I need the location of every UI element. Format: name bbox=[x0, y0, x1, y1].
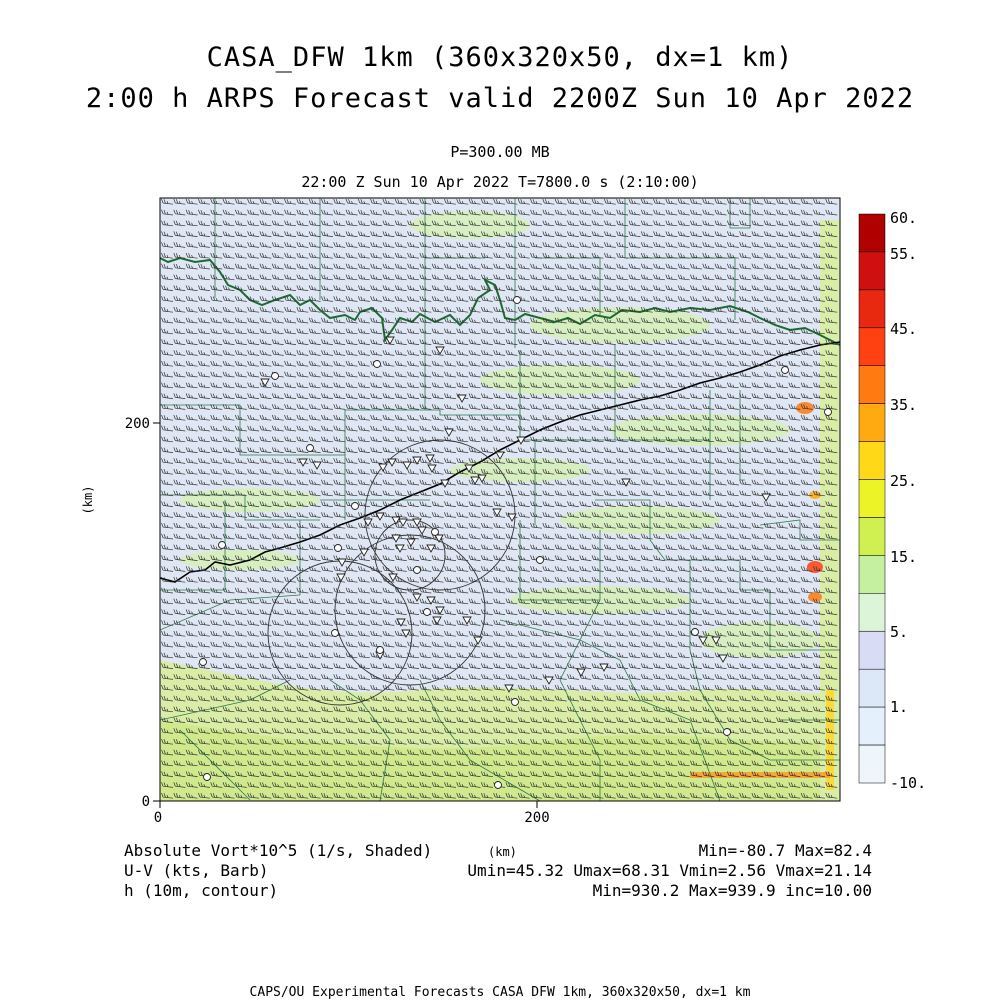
colorbar-label-45: 45. bbox=[890, 320, 918, 338]
station-circle bbox=[204, 774, 211, 781]
colorbar-label-60: 60. bbox=[890, 209, 918, 227]
colorbar-swatch bbox=[859, 518, 885, 556]
colorbar-label-25: 25. bbox=[890, 472, 918, 490]
y-axis-label: (km) bbox=[81, 485, 95, 515]
station-circle bbox=[374, 361, 381, 368]
chart-title-line2: 2:00 h ARPS Forecast valid 2200Z Sun 10 Apr 2022 bbox=[85, 83, 915, 114]
colorbar-swatch bbox=[859, 404, 885, 442]
station-circle bbox=[377, 647, 384, 654]
colorbar-labels bbox=[890, 209, 926, 792]
x-axis-label: (km) bbox=[488, 845, 517, 859]
station-circle bbox=[495, 782, 502, 789]
colorbar-swatch bbox=[859, 555, 885, 593]
stats-height: Min=930.2 Max=939.9 inc=10.00 bbox=[592, 881, 872, 900]
colorbar-swatch bbox=[859, 442, 885, 480]
station-circle bbox=[272, 373, 279, 380]
y-tick-200: 200 bbox=[124, 416, 150, 432]
colorbar-swatch bbox=[859, 480, 885, 518]
legend-height: h (10m, contour) bbox=[124, 881, 279, 900]
stats-vorticity: Min=-80.7 Max=82.4 bbox=[698, 841, 872, 860]
colorbar-swatch bbox=[859, 214, 885, 252]
station-circle bbox=[782, 367, 789, 374]
station-circle bbox=[200, 659, 207, 666]
colorbar-swatch bbox=[859, 593, 885, 631]
footer-credit: CAPS/OU Experimental Forecasts CASA DFW 1km, 360x320x50, dx=1 km bbox=[249, 985, 751, 1000]
x-tick-200: 200 bbox=[524, 810, 550, 826]
colorbar-label-5: 5. bbox=[890, 623, 909, 641]
station-circle bbox=[424, 609, 431, 616]
colorbar-swatch bbox=[859, 328, 885, 366]
valid-time: 22:00 Z Sun 10 Apr 2022 T=7800.0 s (2:10:00) bbox=[301, 173, 699, 191]
colorbar-swatch bbox=[859, 745, 885, 783]
station-circle bbox=[335, 545, 342, 552]
stats-wind: Umin=45.32 Umax=68.31 Vmin=2.56 Vmax=21.14 bbox=[467, 861, 872, 880]
station-circle bbox=[352, 503, 359, 510]
legend-wind: U-V (kts, Barb) bbox=[124, 861, 269, 880]
x-tick-0: 0 bbox=[153, 810, 163, 826]
station-circle bbox=[307, 445, 314, 452]
station-circle bbox=[724, 729, 731, 736]
station-circle bbox=[825, 409, 832, 416]
colorbar bbox=[859, 214, 885, 783]
station-circle bbox=[537, 557, 544, 564]
colorbar-swatch bbox=[859, 707, 885, 745]
station-circle bbox=[414, 567, 421, 574]
chart-title-line1: CASA_DFW 1km (360x320x50, dx=1 km) bbox=[206, 42, 794, 73]
colorbar-swatch bbox=[859, 290, 885, 328]
colorbar-label-55: 55. bbox=[890, 245, 918, 263]
colorbar-label-15: 15. bbox=[890, 548, 918, 566]
colorbar-label-35: 35. bbox=[890, 396, 918, 414]
colorbar-swatch bbox=[859, 631, 885, 669]
station-circle bbox=[219, 542, 226, 549]
pressure-level: P=300.00 MB bbox=[450, 143, 550, 161]
station-circle bbox=[432, 529, 439, 536]
y-tick-0: 0 bbox=[141, 794, 150, 810]
station-circle bbox=[692, 629, 699, 636]
colorbar-label-neg10: -10. bbox=[890, 774, 927, 792]
station-circle bbox=[514, 297, 521, 304]
station-circle bbox=[332, 630, 339, 637]
station-circle bbox=[512, 699, 519, 706]
colorbar-swatch bbox=[859, 669, 885, 707]
colorbar-swatch bbox=[859, 252, 885, 290]
legend-vorticity: Absolute Vort*10^5 (1/s, Shaded) bbox=[124, 841, 433, 860]
colorbar-swatch bbox=[859, 366, 885, 404]
colorbar-label-1: 1. bbox=[890, 698, 909, 716]
